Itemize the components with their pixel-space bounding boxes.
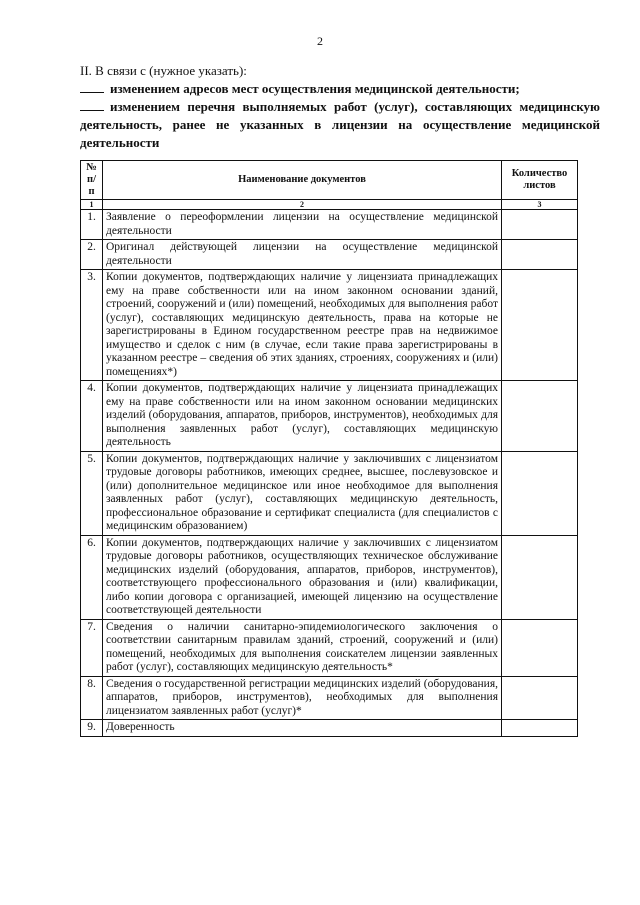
page-number: 2: [317, 34, 323, 48]
row-number: 4.: [81, 381, 103, 452]
row-count[interactable]: [502, 381, 578, 452]
row-count[interactable]: [502, 676, 578, 720]
row-document: Копии документов, подтверждающих наличие у лицензиата принадлежащих ему на праве собственности или на ином законном основании медицинских изделий (оборудования, аппаратов, приборов, инструментов), необходимых для выполнения заявленных работ (услуг), составляющих медицинскую деятельность: [103, 381, 502, 452]
table-row: [81, 451, 578, 535]
row-number: 8.: [81, 676, 103, 720]
header-name: Наименование документов: [103, 161, 502, 200]
table-header-row: [81, 161, 578, 200]
option-services: [80, 98, 600, 152]
row-count[interactable]: [502, 619, 578, 676]
row-number: 9.: [81, 720, 103, 737]
table-row: [81, 381, 578, 452]
row-number: 2.: [81, 240, 103, 270]
row-number: 5.: [81, 451, 103, 535]
row-number: 3.: [81, 270, 103, 381]
row-count[interactable]: [502, 451, 578, 535]
row-document: Копии документов, подтверждающих наличие у заключивших с лицензиатом трудовые договоры работников, осуществляющих техническое обслуживание медицинских изделий (оборудования, аппаратов, приборов, инструментов), соответствующего профессионального образования и (или) квалификации, либо копии договора с организацией, имеющей лицензию на осуществление соответствующей деятельности: [103, 535, 502, 619]
table-row: [81, 210, 578, 240]
documents-table: [80, 160, 578, 737]
row-document: Оригинал действующей лицензии на осуществление медицинской деятельности: [103, 240, 502, 270]
row-number: 6.: [81, 535, 103, 619]
section-heading: [80, 62, 600, 152]
section-intro: II. В связи с (нужное указать):: [80, 63, 247, 78]
checkbox-blank[interactable]: [80, 98, 104, 111]
option-addresses: [80, 80, 600, 98]
header-count: Количество листов: [502, 161, 578, 200]
index-cell: 3: [502, 200, 578, 210]
index-cell: 1: [81, 200, 103, 210]
header-number: № п/п: [81, 161, 103, 200]
option-text: изменением адресов мест осуществления медицинской деятельности;: [110, 81, 520, 96]
index-row: [81, 200, 578, 210]
row-document: Копии документов, подтверждающих наличие у лицензиата принадлежащих ему на праве собственности или на ином законном основании зданий, строений, сооружений и (или) помещений, необходимых для выполнения работ (услуг), составляющих медицинскую деятельность, права на которые не зарегистрированы в Едином государственном реестре прав на недвижимое имущество и сделок с ним (в случае, если такие права зарегистрированы в указанном реестре – сведения об этих зданиях, строениях, сооружениях и (или) помещениях*): [103, 270, 502, 381]
row-document: Сведения о наличии санитарно-эпидемиологического заключения о соответствии санитарным правилам зданий, строений, сооружений и (или) помещений, необходимых для выполнения соискателем лицензии заявленных работ (услуг), составляющих медицинскую деятельность*: [103, 619, 502, 676]
index-cell: 2: [103, 200, 502, 210]
row-count[interactable]: [502, 270, 578, 381]
row-count[interactable]: [502, 240, 578, 270]
row-document: Копии документов, подтверждающих наличие у заключивших с лицензиатом трудовые договоры работников, имеющих среднее, высшее, послевузовское и (или) дополнительное медицинское или иное необходимое для выполнения заявленных работ (услуг), составляющих медицинскую деятельность, профессиональное образование и сертификат специалиста (для специалистов с медицинским образованием): [103, 451, 502, 535]
row-count[interactable]: [502, 720, 578, 737]
table-row: [81, 619, 578, 676]
row-number: 1.: [81, 210, 103, 240]
table-row: [81, 720, 578, 737]
row-document: Доверенность: [103, 720, 502, 737]
row-document: Сведения о государственной регистрации медицинских изделий (оборудования, аппаратов, приборов, инструментов), необходимых для выполнения лицензиатом заявленных работ (услуг)*: [103, 676, 502, 720]
row-count[interactable]: [502, 535, 578, 619]
option-text: изменением перечня выполняемых работ (услуг), составляющих медицинскую деятельность, ранее не указанных в лицензии на осуществление медицинской деятельности: [80, 99, 600, 150]
checkbox-blank[interactable]: [80, 80, 104, 93]
row-document: Заявление о переоформлении лицензии на осуществление медицинской деятельности: [103, 210, 502, 240]
table-row: [81, 240, 578, 270]
row-count[interactable]: [502, 210, 578, 240]
table-row: [81, 270, 578, 381]
row-number: 7.: [81, 619, 103, 676]
table-row: [81, 676, 578, 720]
table-row: [81, 535, 578, 619]
